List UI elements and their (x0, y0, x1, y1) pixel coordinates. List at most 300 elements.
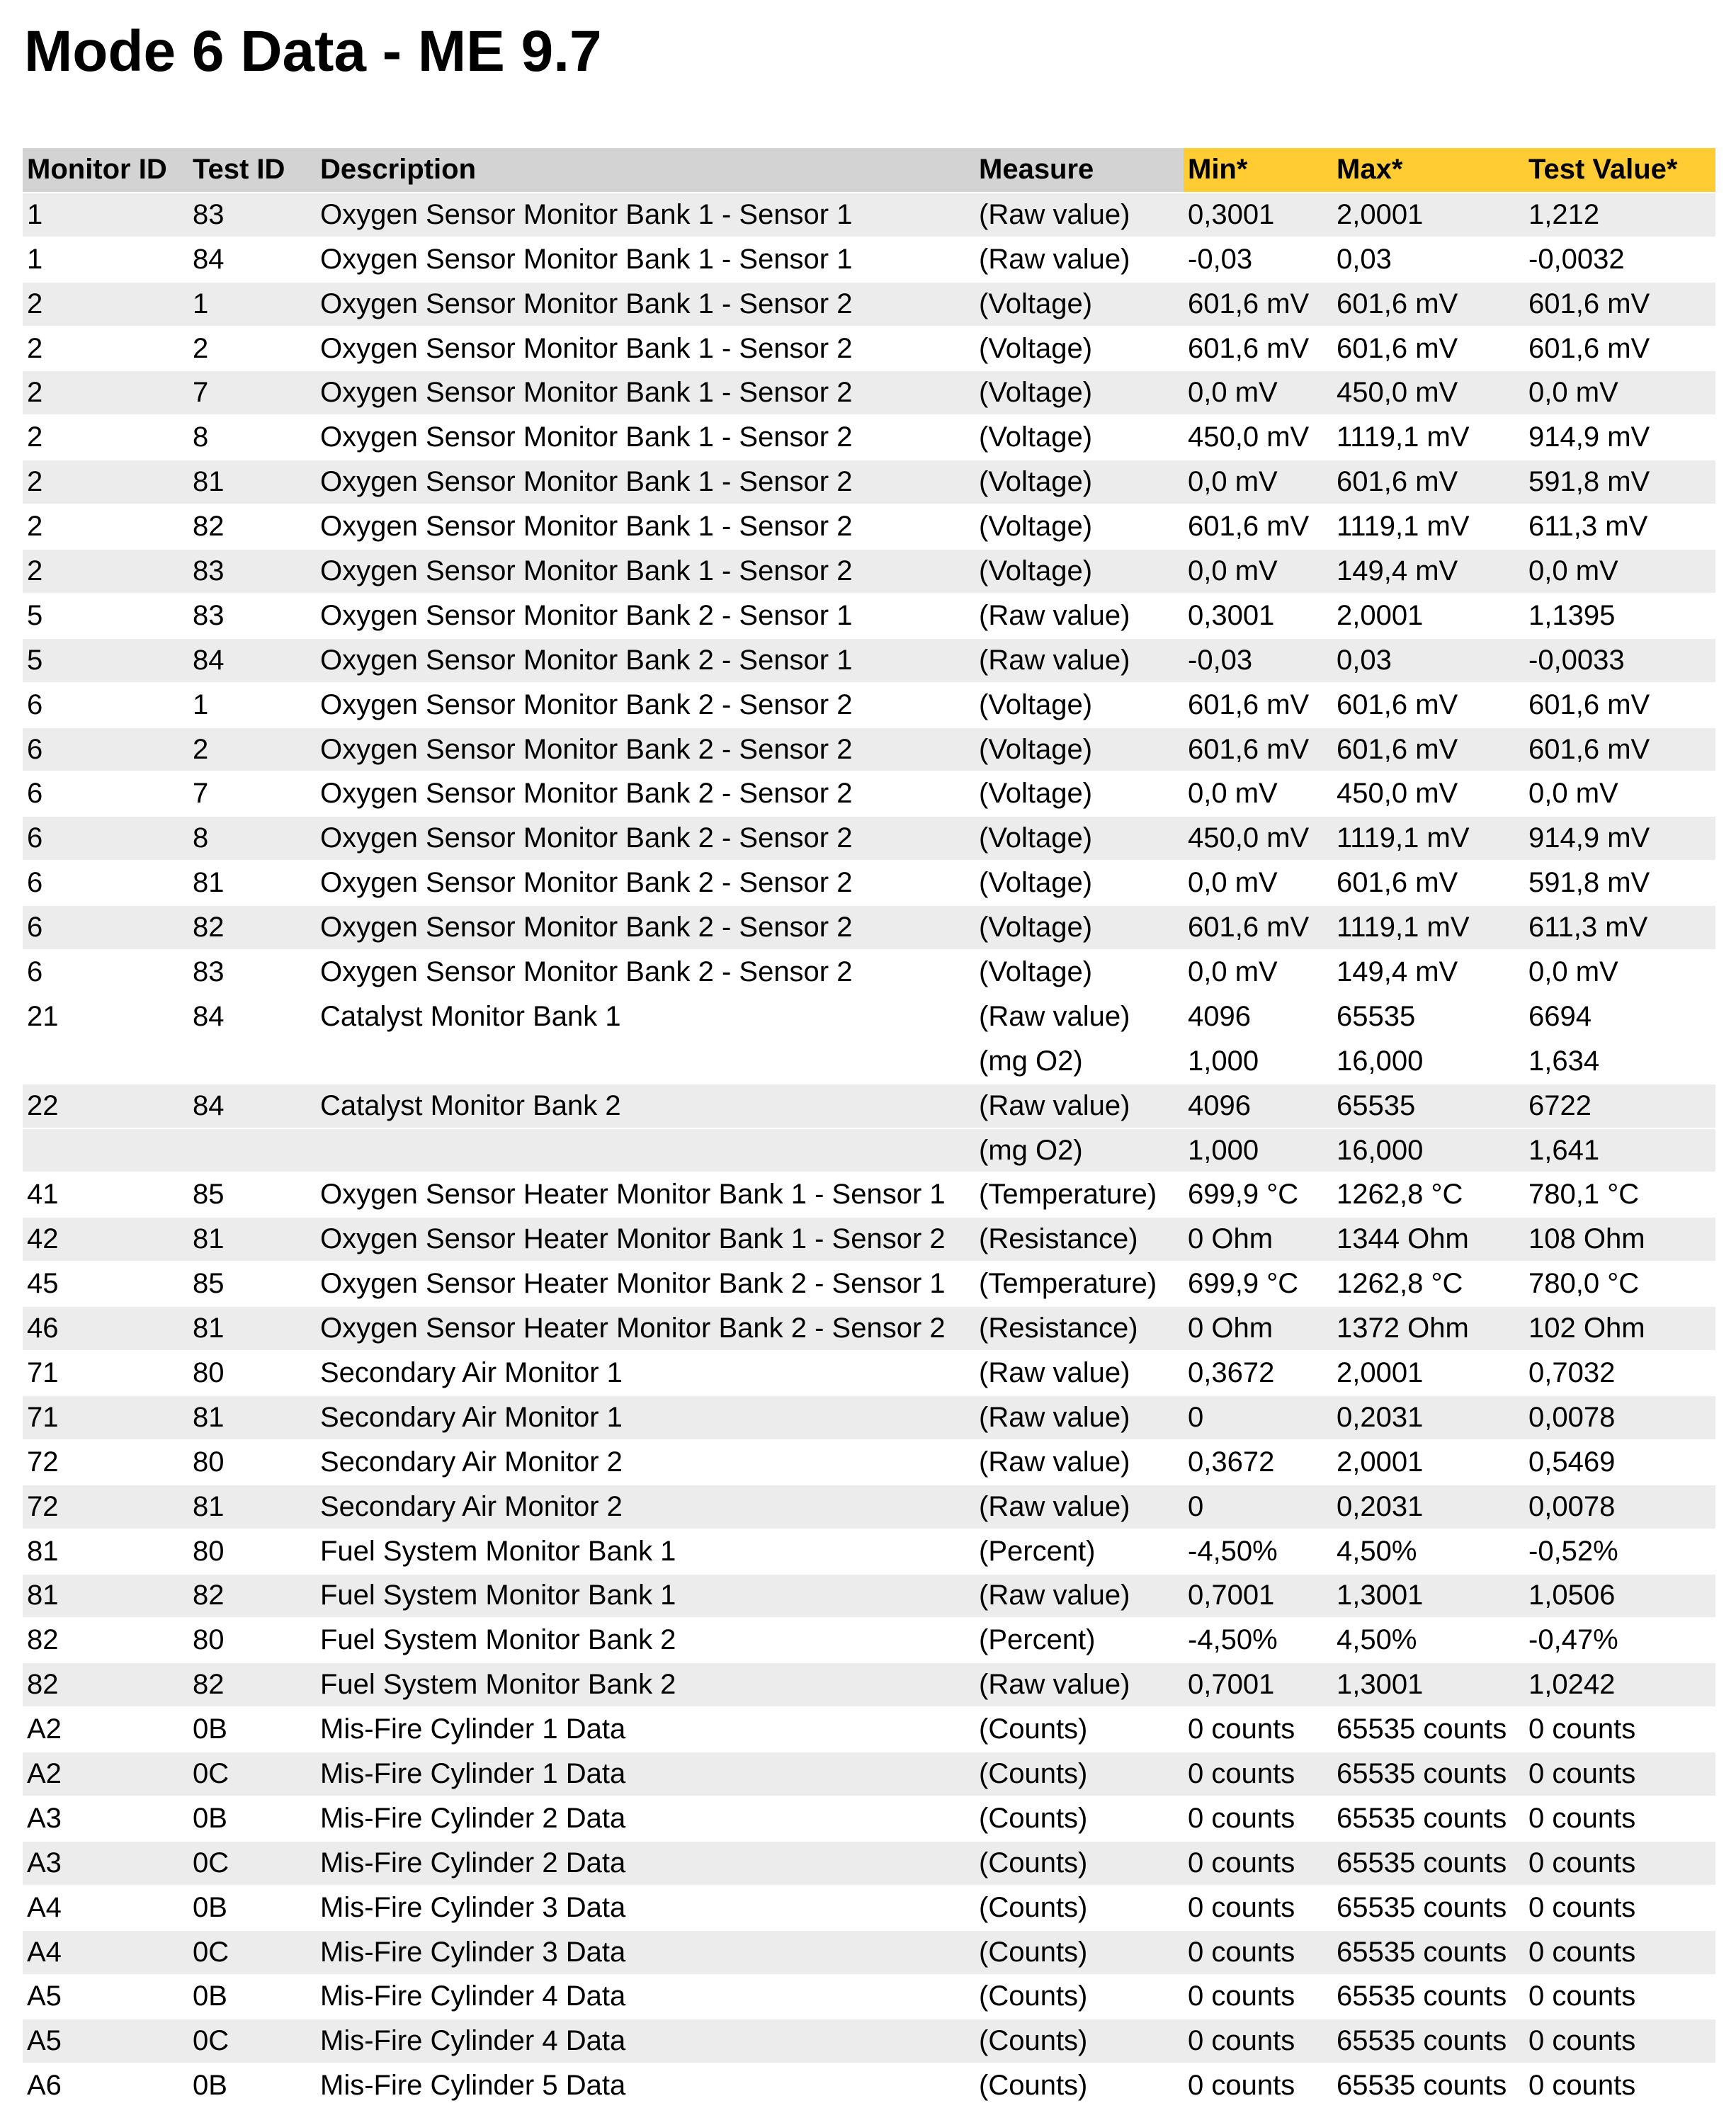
cell-measure: (Voltage) (975, 861, 1184, 905)
cell-measure: (Temperature) (975, 1172, 1184, 1217)
cell-test-value: 1,634 (1524, 1039, 1715, 1084)
cell-min: 0 (1184, 1395, 1332, 1440)
cell-monitor-id: 1 (23, 193, 188, 237)
cell-max: 149,4 mV (1332, 950, 1524, 994)
cell-min: -0,03 (1184, 638, 1332, 683)
cell-max: 1372 Ohm (1332, 1306, 1524, 1351)
cell-max: 65535 (1332, 1084, 1524, 1128)
cell-description: Catalyst Monitor Bank 2 (316, 1084, 975, 1128)
cell-min: 0 counts (1184, 2063, 1332, 2108)
cell-description: Oxygen Sensor Monitor Bank 1 - Sensor 1 (316, 237, 975, 282)
table-row (23, 1752, 1715, 1796)
table-row (23, 460, 1715, 504)
cell-monitor-id: 81 (23, 1529, 188, 1574)
cell-monitor-id: 6 (23, 905, 188, 950)
cell-description: Oxygen Sensor Monitor Bank 2 - Sensor 2 (316, 950, 975, 994)
cell-description: Mis-Fire Cylinder 5 Data (316, 2063, 975, 2108)
cell-test-id: 0C (188, 1841, 316, 1886)
cell-max: 0,03 (1332, 638, 1524, 683)
cell-description: Oxygen Sensor Monitor Bank 1 - Sensor 2 (316, 460, 975, 504)
table-row (23, 504, 1715, 549)
table-row (23, 1172, 1715, 1217)
cell-test-id: 81 (188, 1306, 316, 1351)
cell-max: 601,6 mV (1332, 282, 1524, 327)
cell-test-id: 83 (188, 193, 316, 237)
cell-test-value: -0,0033 (1524, 638, 1715, 683)
table-header (23, 148, 1715, 193)
table-row (23, 816, 1715, 861)
cell-description: Oxygen Sensor Heater Monitor Bank 1 - Sensor 1 (316, 1172, 975, 1217)
cell-description: Oxygen Sensor Monitor Bank 1 - Sensor 2 (316, 415, 975, 460)
cell-monitor-id: A4 (23, 1886, 188, 1930)
table-row (23, 1930, 1715, 1975)
cell-test-id: 84 (188, 1084, 316, 1128)
cell-test-value: 0 counts (1524, 1752, 1715, 1796)
cell-test-value: 1,0506 (1524, 1574, 1715, 1619)
cell-test-value: 914,9 mV (1524, 816, 1715, 861)
column-header-test-value: Test Value* (1524, 148, 1715, 193)
cell-measure: (Raw value) (975, 193, 1184, 237)
cell-monitor-id: 22 (23, 1084, 188, 1128)
cell-min: 0,3672 (1184, 1440, 1332, 1485)
cell-measure: (Voltage) (975, 816, 1184, 861)
cell-test-value: 0 counts (1524, 1886, 1715, 1930)
cell-monitor-id: A3 (23, 1841, 188, 1886)
cell-measure: (Temperature) (975, 1262, 1184, 1306)
cell-test-value: 1,641 (1524, 1128, 1715, 1173)
cell-test-value: 601,6 mV (1524, 327, 1715, 371)
cell-monitor-id: A5 (23, 1975, 188, 2019)
cell-measure: (Raw value) (975, 1440, 1184, 1485)
cell-test-value: 1,0242 (1524, 1662, 1715, 1707)
page-title: Mode 6 Data - ME 9.7 (24, 19, 602, 84)
cell-description: Oxygen Sensor Heater Monitor Bank 2 - Sensor 2 (316, 1306, 975, 1351)
cell-measure: (Counts) (975, 2063, 1184, 2108)
cell-measure: (Raw value) (975, 1351, 1184, 1395)
cell-description: Oxygen Sensor Monitor Bank 2 - Sensor 2 (316, 861, 975, 905)
cell-test-id: 85 (188, 1262, 316, 1306)
cell-description: Mis-Fire Cylinder 4 Data (316, 2019, 975, 2063)
table-row (23, 727, 1715, 772)
cell-test-value: 0 counts (1524, 1930, 1715, 1975)
cell-measure: (Raw value) (975, 638, 1184, 683)
column-header-monitor-id: Monitor ID (23, 148, 188, 193)
column-header-measure: Measure (975, 148, 1184, 193)
cell-test-value: -0,47% (1524, 1618, 1715, 1662)
cell-test-value: 611,3 mV (1524, 504, 1715, 549)
cell-min: 0 counts (1184, 1752, 1332, 1796)
cell-monitor-id: 6 (23, 816, 188, 861)
cell-max: 601,6 mV (1332, 460, 1524, 504)
cell-min: 4096 (1184, 1084, 1332, 1128)
cell-monitor-id: 82 (23, 1662, 188, 1707)
cell-max: 65535 counts (1332, 1841, 1524, 1886)
table-row (23, 370, 1715, 415)
cell-measure: (Voltage) (975, 905, 1184, 950)
table-row (23, 549, 1715, 594)
cell-max: 601,6 mV (1332, 861, 1524, 905)
cell-test-id: 84 (188, 638, 316, 683)
cell-min: 699,9 °C (1184, 1262, 1332, 1306)
cell-measure: (Voltage) (975, 327, 1184, 371)
table-row (23, 237, 1715, 282)
cell-test-value: 0,0 mV (1524, 370, 1715, 415)
cell-test-id: 7 (188, 370, 316, 415)
cell-min: 1,000 (1184, 1128, 1332, 1173)
cell-max: 0,2031 (1332, 1485, 1524, 1529)
cell-measure: (Voltage) (975, 950, 1184, 994)
cell-measure: (Counts) (975, 2019, 1184, 2063)
cell-min: 601,6 mV (1184, 282, 1332, 327)
cell-description: Oxygen Sensor Monitor Bank 1 - Sensor 2 (316, 504, 975, 549)
cell-max: 65535 counts (1332, 1796, 1524, 1841)
cell-max: 2,0001 (1332, 193, 1524, 237)
cell-test-id: 80 (188, 1618, 316, 1662)
cell-test-value: 611,3 mV (1524, 905, 1715, 950)
cell-min: 450,0 mV (1184, 816, 1332, 861)
cell-test-value: 0,0 mV (1524, 950, 1715, 994)
cell-measure: (Resistance) (975, 1217, 1184, 1262)
cell-test-value: 0,0078 (1524, 1395, 1715, 1440)
cell-min: 1,000 (1184, 1039, 1332, 1084)
column-header-description: Description (316, 148, 975, 193)
cell-description: Oxygen Sensor Monitor Bank 2 - Sensor 2 (316, 771, 975, 816)
cell-test-value: 102 Ohm (1524, 1306, 1715, 1351)
cell-test-id: 8 (188, 415, 316, 460)
cell-test-id: 83 (188, 950, 316, 994)
table-row (23, 771, 1715, 816)
cell-test-value: 6694 (1524, 994, 1715, 1039)
cell-monitor-id: 45 (23, 1262, 188, 1306)
cell-test-value: 914,9 mV (1524, 415, 1715, 460)
cell-description: Secondary Air Monitor 1 (316, 1395, 975, 1440)
cell-measure: (Counts) (975, 1841, 1184, 1886)
cell-test-value: 108 Ohm (1524, 1217, 1715, 1262)
table-row (23, 994, 1715, 1039)
table-row (23, 415, 1715, 460)
cell-test-value: 591,8 mV (1524, 861, 1715, 905)
cell-description: Fuel System Monitor Bank 1 (316, 1529, 975, 1574)
cell-measure: (Percent) (975, 1618, 1184, 1662)
table-row (23, 2063, 1715, 2108)
cell-test-value: 0 counts (1524, 1796, 1715, 1841)
cell-description: Secondary Air Monitor 2 (316, 1440, 975, 1485)
cell-monitor-id: 21 (23, 994, 188, 1039)
cell-min: 0 counts (1184, 1796, 1332, 1841)
cell-description (316, 1039, 975, 1084)
cell-test-id (188, 1039, 316, 1084)
cell-monitor-id: 1 (23, 237, 188, 282)
cell-test-id: 80 (188, 1440, 316, 1485)
cell-test-id: 81 (188, 460, 316, 504)
cell-monitor-id: A2 (23, 1752, 188, 1796)
cell-test-value: 591,8 mV (1524, 460, 1715, 504)
cell-min: 450,0 mV (1184, 415, 1332, 460)
cell-min: 0,0 mV (1184, 950, 1332, 994)
cell-min: 0,3001 (1184, 193, 1332, 237)
cell-description: Catalyst Monitor Bank 1 (316, 994, 975, 1039)
cell-monitor-id: A3 (23, 1796, 188, 1841)
cell-monitor-id: 6 (23, 683, 188, 727)
cell-test-value: 0 counts (1524, 1841, 1715, 1886)
table-row (23, 1796, 1715, 1841)
cell-max: 601,6 mV (1332, 683, 1524, 727)
cell-monitor-id: 5 (23, 594, 188, 638)
cell-description: Mis-Fire Cylinder 3 Data (316, 1886, 975, 1930)
cell-max: 1344 Ohm (1332, 1217, 1524, 1262)
cell-monitor-id: A6 (23, 2063, 188, 2108)
cell-max: 1262,8 °C (1332, 1172, 1524, 1217)
cell-monitor-id: 42 (23, 1217, 188, 1262)
cell-description: Mis-Fire Cylinder 2 Data (316, 1841, 975, 1886)
cell-min: 601,6 mV (1184, 905, 1332, 950)
cell-test-id: 84 (188, 237, 316, 282)
cell-test-value: 0,5469 (1524, 1440, 1715, 1485)
table-row (23, 1618, 1715, 1662)
cell-description: Oxygen Sensor Monitor Bank 2 - Sensor 2 (316, 727, 975, 772)
cell-min: 0 counts (1184, 1930, 1332, 1975)
cell-description: Mis-Fire Cylinder 4 Data (316, 1975, 975, 2019)
table-row (23, 1485, 1715, 1529)
table-row (23, 1262, 1715, 1306)
mode6-table-container (23, 148, 1715, 2109)
cell-description: Mis-Fire Cylinder 3 Data (316, 1930, 975, 1975)
cell-description: Oxygen Sensor Heater Monitor Bank 2 - Sensor 1 (316, 1262, 975, 1306)
cell-test-value: 601,6 mV (1524, 727, 1715, 772)
cell-monitor-id: 6 (23, 950, 188, 994)
cell-measure: (Percent) (975, 1529, 1184, 1574)
table-body (23, 193, 1715, 2108)
cell-max: 1119,1 mV (1332, 415, 1524, 460)
cell-monitor-id: 2 (23, 415, 188, 460)
cell-description (316, 1128, 975, 1173)
cell-max: 65535 counts (1332, 1975, 1524, 2019)
cell-test-id: 8 (188, 816, 316, 861)
table-row (23, 282, 1715, 327)
table-row (23, 1886, 1715, 1930)
table-row (23, 1084, 1715, 1128)
cell-test-value: 0 counts (1524, 1975, 1715, 2019)
cell-min: 4096 (1184, 994, 1332, 1039)
cell-monitor-id: 6 (23, 771, 188, 816)
cell-measure: (Voltage) (975, 504, 1184, 549)
cell-monitor-id: 6 (23, 861, 188, 905)
cell-test-id: 7 (188, 771, 316, 816)
table-row (23, 1306, 1715, 1351)
cell-monitor-id: 72 (23, 1485, 188, 1529)
cell-min: -0,03 (1184, 237, 1332, 282)
cell-measure: (Counts) (975, 1930, 1184, 1975)
cell-description: Mis-Fire Cylinder 1 Data (316, 1707, 975, 1752)
cell-min: 0,0 mV (1184, 370, 1332, 415)
cell-max: 65535 counts (1332, 1707, 1524, 1752)
table-row (23, 1351, 1715, 1395)
cell-min: 0,0 mV (1184, 771, 1332, 816)
table-row (23, 683, 1715, 727)
cell-max: 4,50% (1332, 1618, 1524, 1662)
cell-max: 2,0001 (1332, 1351, 1524, 1395)
cell-measure: (Raw value) (975, 994, 1184, 1039)
cell-max: 65535 counts (1332, 1930, 1524, 1975)
cell-min: 0 counts (1184, 1975, 1332, 2019)
cell-max: 601,6 mV (1332, 727, 1524, 772)
cell-test-value: 601,6 mV (1524, 683, 1715, 727)
cell-min: 601,6 mV (1184, 327, 1332, 371)
cell-test-id: 83 (188, 549, 316, 594)
cell-test-value: 0,7032 (1524, 1351, 1715, 1395)
cell-test-id: 82 (188, 905, 316, 950)
cell-monitor-id: A5 (23, 2019, 188, 2063)
cell-measure: (mg O2) (975, 1128, 1184, 1173)
cell-min: 0 Ohm (1184, 1217, 1332, 1262)
cell-min: -4,50% (1184, 1618, 1332, 1662)
cell-max: 16,000 (1332, 1039, 1524, 1084)
column-header-test-id: Test ID (188, 148, 316, 193)
cell-monitor-id: 2 (23, 327, 188, 371)
cell-description: Oxygen Sensor Monitor Bank 2 - Sensor 2 (316, 816, 975, 861)
column-header-max: Max* (1332, 148, 1524, 193)
cell-description: Oxygen Sensor Monitor Bank 2 - Sensor 2 (316, 683, 975, 727)
cell-test-id: 0B (188, 1796, 316, 1841)
cell-description: Oxygen Sensor Monitor Bank 1 - Sensor 2 (316, 370, 975, 415)
cell-monitor-id: 2 (23, 549, 188, 594)
cell-description: Oxygen Sensor Monitor Bank 2 - Sensor 1 (316, 594, 975, 638)
cell-max: 65535 counts (1332, 2063, 1524, 2108)
table-row (23, 1128, 1715, 1173)
cell-measure: (Voltage) (975, 370, 1184, 415)
cell-measure: (Counts) (975, 1752, 1184, 1796)
cell-measure: (Voltage) (975, 415, 1184, 460)
cell-test-id: 82 (188, 1662, 316, 1707)
cell-test-id: 82 (188, 504, 316, 549)
cell-measure: (Raw value) (975, 1574, 1184, 1619)
cell-test-id: 81 (188, 1485, 316, 1529)
cell-test-id (188, 1128, 316, 1173)
cell-measure: (Raw value) (975, 1084, 1184, 1128)
cell-max: 65535 counts (1332, 2019, 1524, 2063)
cell-min: 0 Ohm (1184, 1306, 1332, 1351)
cell-max: 450,0 mV (1332, 771, 1524, 816)
cell-test-id: 85 (188, 1172, 316, 1217)
cell-test-id: 2 (188, 727, 316, 772)
cell-measure: (Counts) (975, 1886, 1184, 1930)
cell-test-value: 0,0078 (1524, 1485, 1715, 1529)
cell-min: 0 counts (1184, 1886, 1332, 1930)
cell-test-id: 84 (188, 994, 316, 1039)
cell-measure: (Raw value) (975, 1485, 1184, 1529)
cell-description: Oxygen Sensor Monitor Bank 1 - Sensor 2 (316, 549, 975, 594)
cell-monitor-id: 5 (23, 638, 188, 683)
cell-description: Oxygen Sensor Monitor Bank 1 - Sensor 2 (316, 282, 975, 327)
cell-test-id: 0C (188, 2019, 316, 2063)
cell-monitor-id: A2 (23, 1707, 188, 1752)
cell-description: Oxygen Sensor Monitor Bank 1 - Sensor 2 (316, 327, 975, 371)
cell-measure: (Raw value) (975, 1395, 1184, 1440)
cell-max: 1119,1 mV (1332, 504, 1524, 549)
cell-measure: (Voltage) (975, 460, 1184, 504)
cell-max: 4,50% (1332, 1529, 1524, 1574)
cell-test-id: 82 (188, 1574, 316, 1619)
cell-min: 601,6 mV (1184, 683, 1332, 727)
mode6-data-table (23, 148, 1715, 2109)
cell-test-id: 0B (188, 2063, 316, 2108)
cell-test-id: 81 (188, 1217, 316, 1262)
cell-min: 0,3001 (1184, 594, 1332, 638)
cell-max: 450,0 mV (1332, 370, 1524, 415)
cell-test-value: 780,0 °C (1524, 1262, 1715, 1306)
cell-min: 0,7001 (1184, 1574, 1332, 1619)
table-row (23, 1707, 1715, 1752)
cell-measure: (Raw value) (975, 237, 1184, 282)
cell-measure: (Resistance) (975, 1306, 1184, 1351)
cell-test-value: 0 counts (1524, 2019, 1715, 2063)
cell-test-value: 601,6 mV (1524, 282, 1715, 327)
table-row (23, 1662, 1715, 1707)
cell-test-id: 1 (188, 282, 316, 327)
cell-measure: (Voltage) (975, 771, 1184, 816)
table-row (23, 1975, 1715, 2019)
cell-min: 0 counts (1184, 1841, 1332, 1886)
cell-test-id: 1 (188, 683, 316, 727)
cell-monitor-id: 2 (23, 460, 188, 504)
cell-max: 601,6 mV (1332, 327, 1524, 371)
cell-min: 0,7001 (1184, 1662, 1332, 1707)
cell-monitor-id: 2 (23, 370, 188, 415)
table-row (23, 905, 1715, 950)
cell-max: 1119,1 mV (1332, 905, 1524, 950)
cell-measure: (Raw value) (975, 594, 1184, 638)
cell-test-id: 81 (188, 1395, 316, 1440)
table-row (23, 594, 1715, 638)
header-row (23, 148, 1715, 193)
table-row (23, 2019, 1715, 2063)
cell-description: Secondary Air Monitor 2 (316, 1485, 975, 1529)
cell-test-value: 0 counts (1524, 2063, 1715, 2108)
cell-test-value: 0,0 mV (1524, 771, 1715, 816)
cell-test-value: 780,1 °C (1524, 1172, 1715, 1217)
cell-min: 601,6 mV (1184, 727, 1332, 772)
cell-test-id: 0C (188, 1930, 316, 1975)
cell-monitor-id: 71 (23, 1351, 188, 1395)
cell-monitor-id: 2 (23, 282, 188, 327)
cell-measure: (Voltage) (975, 727, 1184, 772)
cell-description: Oxygen Sensor Monitor Bank 2 - Sensor 2 (316, 905, 975, 950)
cell-min: 699,9 °C (1184, 1172, 1332, 1217)
cell-measure: (Counts) (975, 1975, 1184, 2019)
cell-test-value: -0,0032 (1524, 237, 1715, 282)
table-row (23, 1395, 1715, 1440)
cell-max: 16,000 (1332, 1128, 1524, 1173)
cell-min: 0,3672 (1184, 1351, 1332, 1395)
cell-description: Fuel System Monitor Bank 1 (316, 1574, 975, 1619)
cell-measure: (Counts) (975, 1796, 1184, 1841)
cell-max: 2,0001 (1332, 1440, 1524, 1485)
cell-max: 65535 (1332, 994, 1524, 1039)
table-row (23, 1574, 1715, 1619)
cell-max: 149,4 mV (1332, 549, 1524, 594)
cell-min: 0,0 mV (1184, 861, 1332, 905)
cell-monitor-id: 82 (23, 1618, 188, 1662)
cell-monitor-id: 46 (23, 1306, 188, 1351)
cell-min: 601,6 mV (1184, 504, 1332, 549)
cell-monitor-id (23, 1039, 188, 1084)
table-row (23, 950, 1715, 994)
table-row (23, 193, 1715, 237)
table-row (23, 327, 1715, 371)
cell-description: Oxygen Sensor Monitor Bank 2 - Sensor 1 (316, 638, 975, 683)
cell-description: Fuel System Monitor Bank 2 (316, 1618, 975, 1662)
table-row (23, 1841, 1715, 1886)
